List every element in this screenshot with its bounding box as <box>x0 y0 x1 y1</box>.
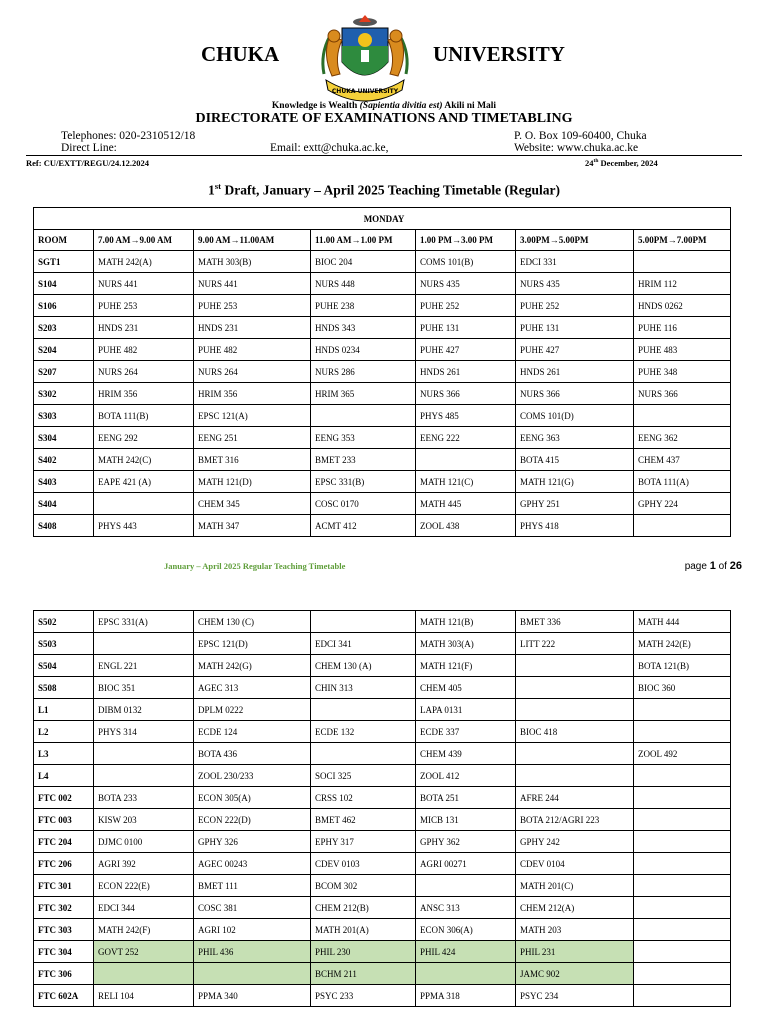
course-cell: EPSC 121(D) <box>194 633 311 655</box>
course-cell: SOCI 325 <box>311 765 416 787</box>
column-header: 9.00 AM→11.00AM <box>194 230 311 251</box>
course-cell: MATH 242(G) <box>194 655 311 677</box>
column-header: ROOM <box>34 230 94 251</box>
room-cell: FTC 002 <box>34 787 94 809</box>
course-cell <box>311 405 416 427</box>
course-cell: BOTA 233 <box>94 787 194 809</box>
room-cell: L4 <box>34 765 94 787</box>
course-cell: PHYS 418 <box>516 515 634 537</box>
course-cell: PUHE 131 <box>416 317 516 339</box>
course-cell: PUHE 483 <box>634 339 731 361</box>
course-cell: ECDE 337 <box>416 721 516 743</box>
table-row <box>34 427 731 449</box>
course-cell: EENG 292 <box>94 427 194 449</box>
course-cell: PUHE 427 <box>416 339 516 361</box>
course-cell: BMET 462 <box>311 809 416 831</box>
course-cell: EPSC 331(B) <box>311 471 416 493</box>
table-row <box>34 787 731 809</box>
course-cell <box>634 765 731 787</box>
column-header: 5.00PM→7.00PM <box>634 230 731 251</box>
course-cell: BMET 233 <box>311 449 416 471</box>
table-row <box>34 721 731 743</box>
course-cell: NURS 441 <box>194 273 311 295</box>
course-cell <box>634 787 731 809</box>
course-cell: PUHE 116 <box>634 317 731 339</box>
course-cell: HNDS 231 <box>194 317 311 339</box>
table-row <box>34 831 731 853</box>
room-cell: S404 <box>34 493 94 515</box>
course-cell <box>94 633 194 655</box>
course-cell: GPHY 362 <box>416 831 516 853</box>
course-cell: EENG 362 <box>634 427 731 449</box>
course-cell: ZOOL 412 <box>416 765 516 787</box>
course-cell: PHYS 485 <box>416 405 516 427</box>
course-cell <box>634 897 731 919</box>
room-cell: FTC 304 <box>34 941 94 963</box>
room-cell: FTC 302 <box>34 897 94 919</box>
course-cell: HNDS 261 <box>516 361 634 383</box>
university-name-right: UNIVERSITY <box>433 42 565 66</box>
course-cell: AGRI 392 <box>94 853 194 875</box>
course-cell: NURS 286 <box>311 361 416 383</box>
course-cell: ZOOL 438 <box>416 515 516 537</box>
course-cell: EDCI 331 <box>516 251 634 273</box>
course-cell: BMET 316 <box>194 449 311 471</box>
course-cell: MATH 201(C) <box>516 875 634 897</box>
table-row <box>34 471 731 493</box>
course-cell: MATH 203 <box>516 919 634 941</box>
course-cell: GPHY 326 <box>194 831 311 853</box>
course-cell: PUHE 482 <box>194 339 311 361</box>
course-cell <box>516 765 634 787</box>
course-cell <box>634 919 731 941</box>
course-cell: PHYS 314 <box>94 721 194 743</box>
course-cell: ECON 222(D) <box>194 809 311 831</box>
course-cell: ACMT 412 <box>311 515 416 537</box>
course-cell: CHEM 130 (A) <box>311 655 416 677</box>
course-cell <box>634 853 731 875</box>
crest-banner-text: CHUKA UNIVERSITY <box>331 88 399 95</box>
course-cell: LITT 222 <box>516 633 634 655</box>
column-header: 7.00 AM→9.00 AM <box>94 230 194 251</box>
course-cell: MATH 303(A) <box>416 633 516 655</box>
table-row <box>34 765 731 787</box>
course-cell: NURS 264 <box>194 361 311 383</box>
table-row <box>34 273 731 295</box>
course-cell: PUHE 482 <box>94 339 194 361</box>
table-row <box>34 941 731 963</box>
course-cell: CRSS 102 <box>311 787 416 809</box>
room-cell: FTC 003 <box>34 809 94 831</box>
course-cell <box>94 493 194 515</box>
course-cell: BCHM 211 <box>311 963 416 985</box>
room-cell: S504 <box>34 655 94 677</box>
course-cell <box>634 251 731 273</box>
header-divider <box>26 155 742 156</box>
table-row <box>34 809 731 831</box>
course-cell <box>634 515 731 537</box>
room-cell: S402 <box>34 449 94 471</box>
course-cell: NURS 448 <box>311 273 416 295</box>
table-row <box>34 339 731 361</box>
table-row <box>34 383 731 405</box>
course-cell: ECON 306(A) <box>416 919 516 941</box>
course-cell: EENG 222 <box>416 427 516 449</box>
course-cell: MATH 121(D) <box>194 471 311 493</box>
course-cell: EPHY 317 <box>311 831 416 853</box>
course-cell: HNDS 261 <box>416 361 516 383</box>
course-cell <box>516 743 634 765</box>
course-cell: PSYC 234 <box>516 985 634 1007</box>
room-cell: FTC 306 <box>34 963 94 985</box>
table-row <box>34 699 731 721</box>
table-row <box>34 633 731 655</box>
course-cell: HNDS 0234 <box>311 339 416 361</box>
table-row <box>34 295 731 317</box>
course-cell: ECON 222(E) <box>94 875 194 897</box>
course-cell: MATH 242(E) <box>634 633 731 655</box>
table-row <box>34 493 731 515</box>
course-cell: AGRI 00271 <box>416 853 516 875</box>
course-cell: HNDS 231 <box>94 317 194 339</box>
course-cell <box>634 941 731 963</box>
course-cell: CHEM 212(B) <box>311 897 416 919</box>
course-cell: AGRI 102 <box>194 919 311 941</box>
room-cell: SGT1 <box>34 251 94 273</box>
course-cell: MATH 201(A) <box>311 919 416 941</box>
course-cell <box>94 765 194 787</box>
course-cell: NURS 435 <box>516 273 634 295</box>
room-cell: L1 <box>34 699 94 721</box>
course-cell: NURS 441 <box>94 273 194 295</box>
course-cell: BOTA 111(A) <box>634 471 731 493</box>
room-cell: FTC 204 <box>34 831 94 853</box>
course-cell: BOTA 436 <box>194 743 311 765</box>
course-cell: PUHE 348 <box>634 361 731 383</box>
course-cell <box>416 449 516 471</box>
course-cell: MATH 121(F) <box>416 655 516 677</box>
room-cell: S502 <box>34 611 94 633</box>
course-cell: BIOC 360 <box>634 677 731 699</box>
course-cell: PUHE 238 <box>311 295 416 317</box>
website: Website: www.chuka.ac.ke <box>514 142 639 154</box>
course-cell: ECDE 124 <box>194 721 311 743</box>
room-cell: S303 <box>34 405 94 427</box>
course-cell: BCOM 302 <box>311 875 416 897</box>
course-cell: EAPE 421 (A) <box>94 471 194 493</box>
course-cell <box>516 677 634 699</box>
timetable-title: 1st Draft, January – April 2025 Teaching Timetable (Regular) <box>208 181 560 198</box>
course-cell <box>94 743 194 765</box>
university-crest-logo <box>312 14 418 102</box>
course-cell: ECDE 132 <box>311 721 416 743</box>
course-cell: PUHE 252 <box>416 295 516 317</box>
course-cell: EDCI 341 <box>311 633 416 655</box>
course-cell: HRIM 112 <box>634 273 731 295</box>
course-cell: AFRE 244 <box>516 787 634 809</box>
course-cell: ENGL 221 <box>94 655 194 677</box>
course-cell: EDCI 344 <box>94 897 194 919</box>
course-cell <box>634 985 731 1007</box>
course-cell: BIOC 418 <box>516 721 634 743</box>
course-cell: MICB 131 <box>416 809 516 831</box>
course-cell: PUHE 252 <box>516 295 634 317</box>
course-cell: MATH 303(B) <box>194 251 311 273</box>
course-cell: BMET 336 <box>516 611 634 633</box>
course-cell: GPHY 242 <box>516 831 634 853</box>
room-cell: FTC 301 <box>34 875 94 897</box>
course-cell: EENG 251 <box>194 427 311 449</box>
room-cell: L2 <box>34 721 94 743</box>
course-cell <box>311 743 416 765</box>
course-cell <box>634 721 731 743</box>
course-cell: CDEV 0104 <box>516 853 634 875</box>
telephones: Telephones: 020-2310512/18 <box>61 130 196 142</box>
room-cell: FTC 303 <box>34 919 94 941</box>
room-cell: L3 <box>34 743 94 765</box>
room-cell: S408 <box>34 515 94 537</box>
course-cell: MATH 242(F) <box>94 919 194 941</box>
course-cell: BIOC 204 <box>311 251 416 273</box>
course-cell: EENG 363 <box>516 427 634 449</box>
table-row <box>34 897 731 919</box>
course-cell: DIBM 0132 <box>94 699 194 721</box>
course-cell: MATH 242(C) <box>94 449 194 471</box>
course-cell: COSC 0170 <box>311 493 416 515</box>
course-cell: KISW 203 <box>94 809 194 831</box>
course-cell: PUHE 427 <box>516 339 634 361</box>
course-cell: BOTA 212/AGRI 223 <box>516 809 634 831</box>
table-row <box>34 655 731 677</box>
table-row <box>34 251 731 273</box>
course-cell: PHIL 436 <box>194 941 311 963</box>
course-cell <box>634 809 731 831</box>
course-cell <box>634 831 731 853</box>
course-cell: HNDS 343 <box>311 317 416 339</box>
course-cell: LAPA 0131 <box>416 699 516 721</box>
course-cell: BMET 111 <box>194 875 311 897</box>
course-cell <box>311 611 416 633</box>
room-cell: S508 <box>34 677 94 699</box>
course-cell: JAMC 902 <box>516 963 634 985</box>
table-row <box>34 963 731 985</box>
course-cell: GPHY 224 <box>634 493 731 515</box>
course-cell: PPMA 318 <box>416 985 516 1007</box>
course-cell: PHIL 230 <box>311 941 416 963</box>
course-cell: CHEM 130 (C) <box>194 611 311 633</box>
course-cell: DPLM 0222 <box>194 699 311 721</box>
footer-title: January – April 2025 Regular Teaching Timetable <box>164 561 346 571</box>
course-cell: MATH 121(G) <box>516 471 634 493</box>
course-cell: EPSC 331(A) <box>94 611 194 633</box>
column-header: 11.00 AM→1.00 PM <box>311 230 416 251</box>
course-cell: ZOOL 230/233 <box>194 765 311 787</box>
course-cell: MATH 242(A) <box>94 251 194 273</box>
course-cell <box>194 963 311 985</box>
course-cell <box>634 405 731 427</box>
course-cell <box>634 875 731 897</box>
course-cell: BOTA 251 <box>416 787 516 809</box>
course-cell <box>94 963 194 985</box>
table-row <box>34 853 731 875</box>
course-cell: NURS 366 <box>634 383 731 405</box>
table-row <box>34 677 731 699</box>
course-cell: COMS 101(B) <box>416 251 516 273</box>
course-cell: CHEM 405 <box>416 677 516 699</box>
table-row <box>34 361 731 383</box>
course-cell: MATH 444 <box>634 611 731 633</box>
course-cell <box>416 875 516 897</box>
course-cell <box>516 699 634 721</box>
table-row <box>34 875 731 897</box>
room-cell: FTC 602A <box>34 985 94 1007</box>
course-cell: NURS 264 <box>94 361 194 383</box>
table-row <box>34 405 731 427</box>
course-cell <box>634 699 731 721</box>
course-cell: MATH 445 <box>416 493 516 515</box>
course-cell: HRIM 356 <box>94 383 194 405</box>
course-cell: PSYC 233 <box>311 985 416 1007</box>
course-cell <box>634 963 731 985</box>
course-cell: HNDS 0262 <box>634 295 731 317</box>
course-cell: RELI 104 <box>94 985 194 1007</box>
course-cell: MATH 121(B) <box>416 611 516 633</box>
course-cell: COSC 381 <box>194 897 311 919</box>
course-cell: ZOOL 492 <box>634 743 731 765</box>
column-header-row <box>34 230 731 251</box>
course-cell: CHEM 345 <box>194 493 311 515</box>
course-cell <box>416 963 516 985</box>
room-cell: S304 <box>34 427 94 449</box>
university-name-left: CHUKA <box>201 42 280 66</box>
course-cell: EENG 353 <box>311 427 416 449</box>
course-cell: CHEM 437 <box>634 449 731 471</box>
course-cell: MATH 347 <box>194 515 311 537</box>
course-cell: PHIL 424 <box>416 941 516 963</box>
course-cell <box>516 655 634 677</box>
course-cell: AGEC 313 <box>194 677 311 699</box>
po-box: P. O. Box 109-60400, Chuka <box>514 130 647 142</box>
course-cell: CHEM 212(A) <box>516 897 634 919</box>
course-cell: HRIM 356 <box>194 383 311 405</box>
email: Email: extt@chuka.ac.ke, <box>270 142 389 154</box>
university-motto: Knowledge is Wealth (Sapientia divitia est) Akili ni Mali <box>271 101 497 111</box>
course-cell <box>311 699 416 721</box>
course-cell: PHYS 443 <box>94 515 194 537</box>
course-cell: ANSC 313 <box>416 897 516 919</box>
course-cell: PPMA 340 <box>194 985 311 1007</box>
room-cell: S204 <box>34 339 94 361</box>
course-cell: PHIL 231 <box>516 941 634 963</box>
course-cell: HRIM 365 <box>311 383 416 405</box>
course-cell: DJMC 0100 <box>94 831 194 853</box>
course-cell: CHIN 313 <box>311 677 416 699</box>
course-cell: NURS 366 <box>516 383 634 405</box>
room-cell: S207 <box>34 361 94 383</box>
column-header: 1.00 PM→3.00 PM <box>416 230 516 251</box>
room-cell: S104 <box>34 273 94 295</box>
course-cell: COMS 101(D) <box>516 405 634 427</box>
table-row <box>34 317 731 339</box>
directorate-title: DIRECTORATE OF EXAMINATIONS AND TIMETABLING <box>195 111 573 126</box>
course-cell: NURS 366 <box>416 383 516 405</box>
table-row <box>34 515 731 537</box>
room-cell: S403 <box>34 471 94 493</box>
room-cell: S302 <box>34 383 94 405</box>
course-cell: PUHE 253 <box>194 295 311 317</box>
table-row <box>34 449 731 471</box>
room-cell: S106 <box>34 295 94 317</box>
document-date: 24th December, 2024 <box>585 158 658 168</box>
course-cell: BOTA 415 <box>516 449 634 471</box>
course-cell: PUHE 131 <box>516 317 634 339</box>
table-row <box>34 985 731 1007</box>
course-cell: BIOC 351 <box>94 677 194 699</box>
timetable-monday-page1 <box>33 207 731 537</box>
direct-line: Direct Line: <box>61 142 117 154</box>
course-cell: CDEV 0103 <box>311 853 416 875</box>
page-indicator: page 1 of 26 <box>684 560 742 572</box>
course-cell: NURS 435 <box>416 273 516 295</box>
course-cell: GOVT 252 <box>94 941 194 963</box>
table-row <box>34 919 731 941</box>
course-cell: ECON 305(A) <box>194 787 311 809</box>
day-heading: MONDAY <box>34 208 731 230</box>
reference-number: Ref: CU/EXTT/REGU/24.12.2024 <box>26 158 150 168</box>
column-header: 3.00PM→5.00PM <box>516 230 634 251</box>
course-cell: MATH 121(C) <box>416 471 516 493</box>
room-cell: FTC 206 <box>34 853 94 875</box>
course-cell: BOTA 121(B) <box>634 655 731 677</box>
room-cell: S203 <box>34 317 94 339</box>
course-cell: GPHY 251 <box>516 493 634 515</box>
course-cell: AGEC 00243 <box>194 853 311 875</box>
course-cell: EPSC 121(A) <box>194 405 311 427</box>
timetable-monday-page2 <box>33 610 731 1007</box>
table-row <box>34 611 731 633</box>
course-cell: CHEM 439 <box>416 743 516 765</box>
course-cell: PUHE 253 <box>94 295 194 317</box>
room-cell: S503 <box>34 633 94 655</box>
table-row <box>34 743 731 765</box>
course-cell: BOTA 111(B) <box>94 405 194 427</box>
